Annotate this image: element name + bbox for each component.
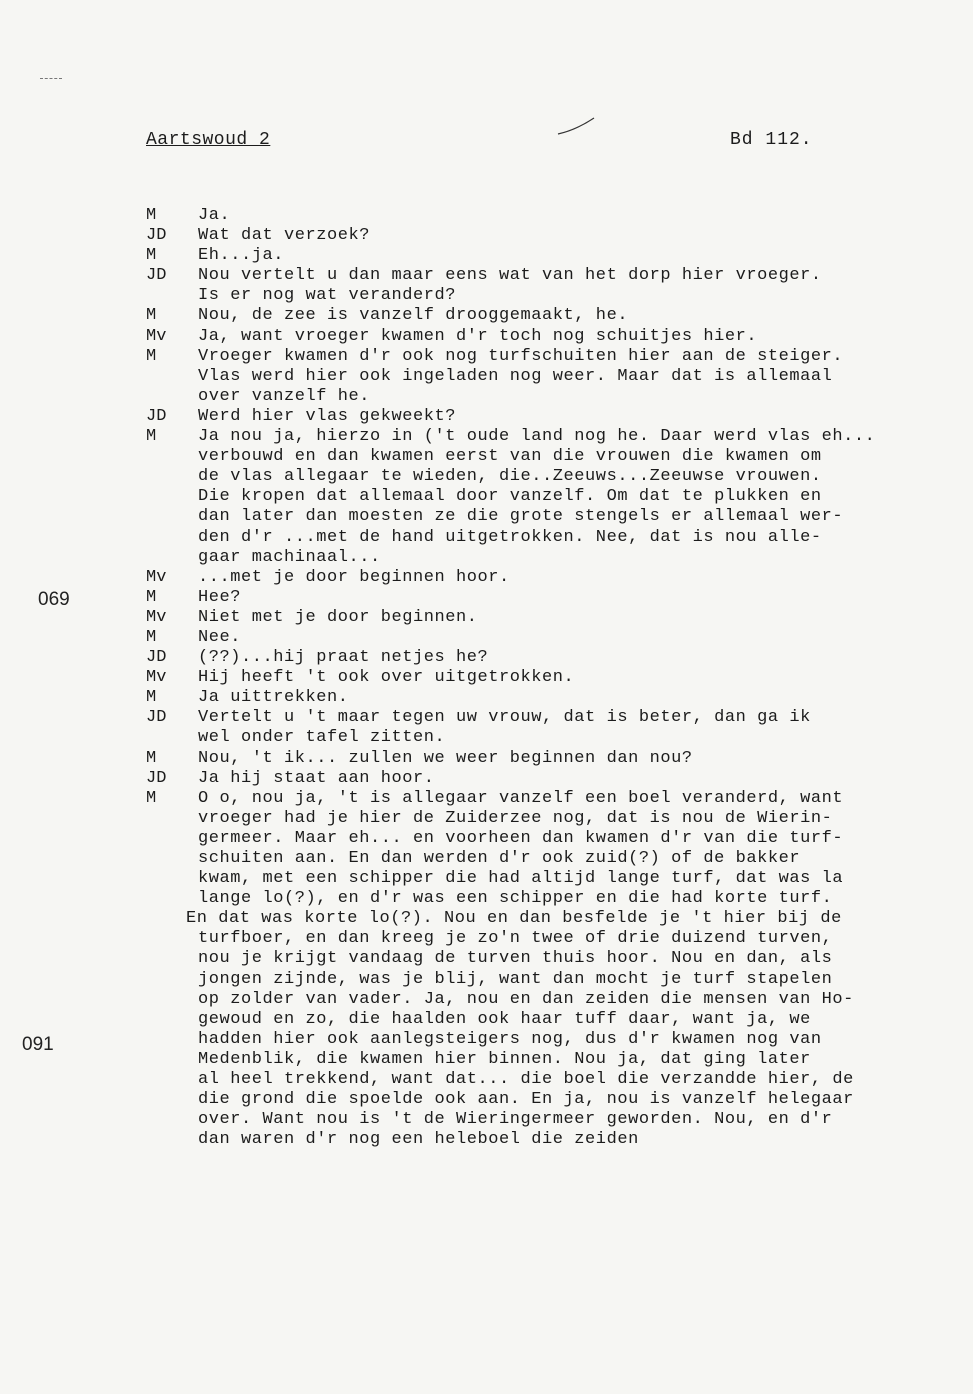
transcript-line [146,487,946,507]
spoken-text: gaar machinaal... [198,547,381,567]
transcript-line [146,246,946,266]
transcript-line [146,1070,946,1090]
spoken-text: Wat dat verzoek? [198,226,371,246]
spoken-text: jongen zijnde, was je blij, want dan mocht je turf stapelen [198,969,833,989]
spoken-text: die grond die spoelde ook aan. En ja, nou is vanzelf helegaar [198,1090,854,1110]
transcript-line [146,528,946,548]
spoken-text: Werd hier vlas gekweekt? [198,406,457,426]
transcript-line [146,1010,946,1030]
spoken-text: Nou, de zee is vanzelf drooggemaakt, he. [198,306,629,326]
speaker-label: JD [146,406,167,426]
transcript-line [146,266,946,286]
spoken-text: Ja, want vroeger kwamen d'r toch nog schuitjes hier. [198,326,758,346]
spoken-text: Hij heeft 't ook over uitgetrokken. [198,668,575,688]
transcript-line [146,889,946,909]
margin-number: 091 [22,1034,54,1055]
spoken-text: Vertelt u 't maar tegen uw vrouw, dat is beter, dan ga ik [198,708,811,728]
transcript-line [146,949,946,969]
speaker-label: JD [146,708,167,728]
spoken-text: de vlas allegaar te wieden, die..Zeeuws...Zeeuwse vrouwen. [198,467,822,487]
transcript-line [146,226,946,246]
transcript-line [146,306,946,326]
spoken-text: dan later dan moesten ze die grote stengels er allemaal wer- [198,507,844,527]
spoken-text: Is er nog wat veranderd? [198,286,457,306]
spoken-text: O o, nou ja, 't is allegaar vanzelf een boel veranderd, want [198,788,844,808]
speaker-label: JD [146,266,167,286]
spoken-text: over. Want nou is 't de Wieringermeer geworden. Nou, en d'r [198,1110,833,1130]
speaker-label: JD [146,648,167,668]
transcript-line [146,1090,946,1110]
transcript-line [146,507,946,527]
transcript-line [146,467,946,487]
transcript-line [146,206,946,226]
transcript-line [146,588,946,608]
speaker-label: M [146,688,157,708]
spoken-text: Ja uittrekken. [198,688,349,708]
transcript-line [146,628,946,648]
margin-number: 069 [38,589,70,610]
spoken-text: wel onder tafel zitten. [198,728,446,748]
speaker-label: M [146,306,157,326]
transcript-line [146,1110,946,1130]
spoken-text: hadden hier ook aanlegsteigers nog, dus d'r kwamen nog van [198,1029,822,1049]
transcript-line [146,407,946,427]
transcript-line [146,367,946,387]
spoken-text: turfboer, en dan kreeg je zo'n twee of drie duizend turven, [198,929,833,949]
transcript-line [146,1130,946,1150]
spoken-text: Eh...ja. [198,246,285,266]
spoken-text: Ja nou ja, hierzo in ('t oude land nog he. Daar werd vlas eh... [198,427,876,447]
transcript-line [146,789,946,809]
speaker-label: JD [146,226,167,246]
spoken-text: Hee? [198,587,242,607]
transcript-line [146,688,946,708]
speaker-label: M [146,587,157,607]
spoken-text: schuiten aan. En dan werden d'r ook zuid(?) of de bakker [198,849,801,868]
spoken-text: Ja hij staat aan hoor. [198,768,435,788]
spoken-text: vroeger had je hier de Zuiderzee nog, dat is nou de Wierin- [198,808,833,828]
document-reference: Bd 112. [730,130,813,150]
spoken-text: op zolder van vader. Ja, nou en dan zeiden die mensen van Ho- [198,989,854,1009]
transcript-line [146,447,946,467]
transcript-line [146,849,946,869]
transcript-body [146,206,946,1150]
spoken-text: Vroeger kwamen d'r ook nog turfschuiten hier aan de steiger. [198,346,844,366]
transcript-line [146,347,946,367]
spoken-text: Medenblik, die kwamen hier binnen. Nou ja, dat ging later [198,1049,811,1069]
transcript-line [146,769,946,789]
transcript-line [146,929,946,949]
pen-stroke-mark [556,116,596,136]
transcript-line [146,427,946,447]
spoken-text: En dat was korte lo(?). Nou en dan besfelde je 't hier bij de [186,909,842,929]
speaker-label: M [146,206,157,225]
transcript-line [146,990,946,1010]
transcript-line [146,809,946,829]
spoken-text: kwam, met een schipper die had altijd lange turf, dat was la [198,869,844,889]
spoken-text: gewoud en zo, die haalden ook haar tuff daar, want ja, we [198,1009,811,1029]
spoken-text: nou je krijgt vandaag de turven thuis hoor. Nou en dan, als [198,949,833,969]
transcript-line [146,829,946,849]
spoken-text: Ja. [198,206,231,225]
transcript-line [146,648,946,668]
spoken-text: den d'r ...met de hand uitgetrokken. Nee, dat is nou alle- [198,527,822,547]
transcript-line [146,970,946,990]
transcript-line [146,668,946,688]
speaker-label: M [146,427,157,447]
speaker-label: M [146,788,157,808]
spoken-text: al heel trekkend, want dat... die boel die verzandde hier, de [198,1070,854,1090]
spoken-text: Die kropen dat allemaal door vanzelf. Om dat te plukken en [198,487,822,507]
transcript-line [146,286,946,306]
spoken-text: lange lo(?), en d'r was een schipper en die had korte turf. [198,889,833,909]
transcript-line [146,1030,946,1050]
spoken-text: over vanzelf he. [198,386,371,406]
spoken-text: (??)...hij praat netjes he? [198,648,489,668]
spoken-text: verbouwd en dan kwamen eerst van die vrouwen die kwamen om [198,447,822,467]
transcript-line [146,749,946,769]
speaker-label: JD [146,768,167,788]
transcript-line [146,568,946,588]
spoken-text: Nou, 't ik... zullen we weer beginnen dan nou? [198,748,693,768]
transcript-line [146,548,946,568]
speaker-label: Mv [146,668,167,688]
speaker-label: Mv [146,326,167,346]
transcript-line [146,387,946,407]
speaker-label: M [146,346,157,366]
speaker-label: Mv [146,607,167,627]
spoken-text: ...met je door beginnen hoor. [198,567,510,587]
transcript-line [146,1050,946,1070]
spoken-text: Niet met je door beginnen. [198,607,478,627]
spoken-text: Nee. [198,627,242,647]
speaker-label: M [146,246,157,266]
spoken-text: Vlas werd hier ook ingeladen nog weer. Maar dat is allemaal [198,366,833,386]
transcript-line [146,327,946,347]
transcript-line [146,909,946,929]
spoken-text: dan waren d'r nog een heleboel die zeiden [198,1130,639,1150]
speaker-label: Mv [146,567,167,587]
spoken-text: germeer. Maar eh... en voorheen dan kwamen d'r van die turf- [198,828,844,848]
spoken-text: Nou vertelt u dan maar eens wat van het dorp hier vroeger. [198,266,822,286]
transcript-line [146,608,946,628]
page-corner-mark [40,78,62,79]
document-location-header: Aartswoud 2 [146,130,271,150]
transcript-line [146,708,946,728]
transcript-line [146,728,946,748]
transcript-line [146,869,946,889]
speaker-label: M [146,627,157,647]
speaker-label: M [146,748,157,768]
